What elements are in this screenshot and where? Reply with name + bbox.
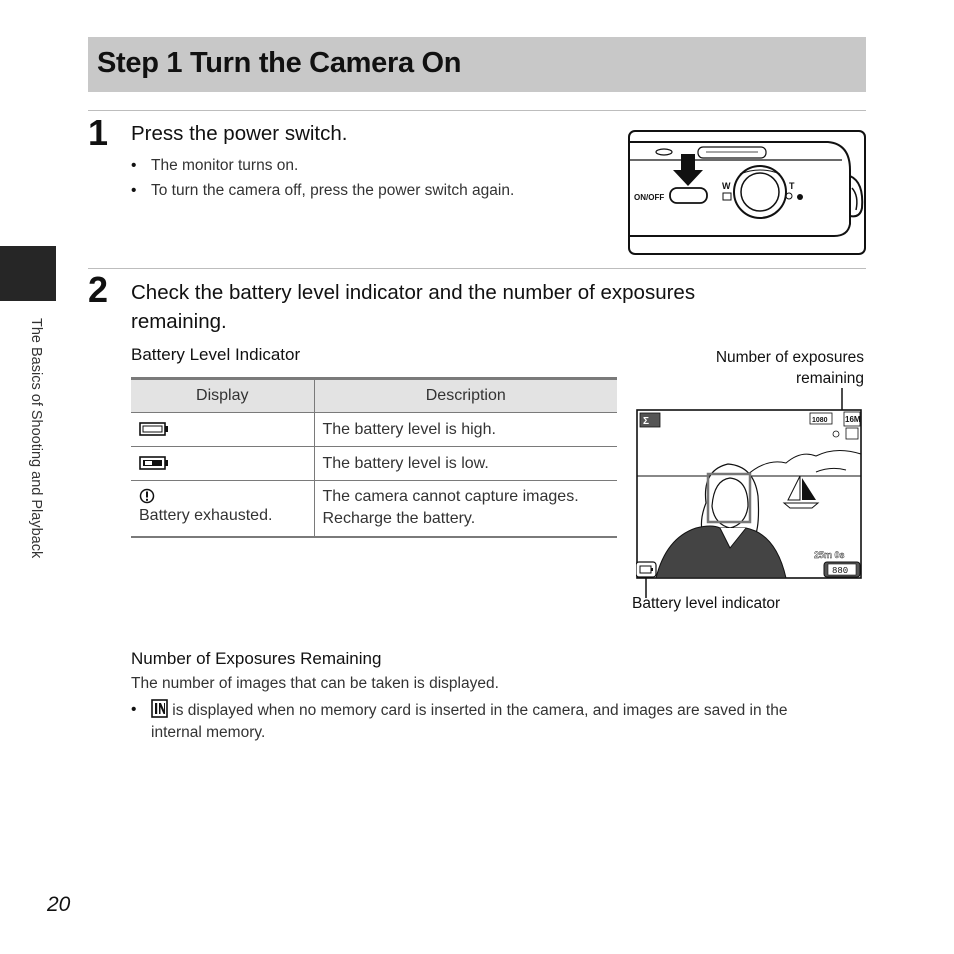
- exposures-label-line2: remaining: [795, 370, 864, 387]
- svg-text:Σ: Σ: [643, 416, 650, 427]
- list-item: [131, 699, 871, 744]
- page-number: 20: [47, 893, 71, 916]
- exposures-bullet-cont: internal memory.: [151, 724, 266, 741]
- list-item: • To turn the camera off, press the power switch again.: [131, 178, 514, 203]
- list-item: • The monitor turns on.: [131, 153, 514, 178]
- table-cell-description: The battery level is high.: [314, 413, 617, 447]
- image-size-label: 16M: [845, 415, 861, 424]
- description-line: The camera cannot capture images.: [322, 488, 579, 506]
- page-title: Step 1 Turn the Camera On: [97, 47, 462, 79]
- divider: [88, 268, 866, 269]
- exclamation-icon: [139, 488, 155, 504]
- table-row: [131, 481, 617, 537]
- description-line: Recharge the battery.: [322, 510, 476, 528]
- title-bar: [88, 37, 866, 92]
- table-row: [131, 447, 617, 481]
- battery-table: [131, 377, 617, 538]
- zoom-w-label: W: [722, 181, 731, 191]
- monitor-illustration: [636, 388, 864, 600]
- exposure-count: 880: [832, 566, 849, 576]
- movie-size-label: 1080: [812, 417, 828, 424]
- table-row: [131, 413, 617, 447]
- step-1-bullets: [131, 153, 514, 203]
- battery-callout-label: Battery level indicator: [632, 595, 781, 612]
- exposures-label-line1: Number of exposures: [715, 349, 864, 366]
- exposures-bullet-text: is displayed when no memory card is inserted in the camera, and images are saved in the: [168, 702, 788, 719]
- step-2-heading-line1: Check the battery level indicator and the number of exposures: [131, 281, 696, 304]
- exposures-section-heading: Number of Exposures Remaining: [131, 649, 382, 668]
- table-cell-display: [131, 481, 314, 537]
- battery-full-icon: [139, 421, 169, 437]
- exposures-callout-label: [688, 347, 864, 389]
- divider: [88, 110, 866, 111]
- table-header-display: Display: [131, 379, 314, 413]
- on-off-label: ON/OFF: [634, 193, 665, 202]
- step-2-heading-line2: remaining.: [131, 310, 227, 333]
- camera-top-illustration: [628, 130, 866, 255]
- table-cell-display: [131, 413, 314, 447]
- table-header-description: Description: [314, 379, 617, 413]
- step-2-number: 2: [88, 269, 109, 310]
- table-cell-display: [131, 447, 314, 481]
- battery-low-icon: [139, 455, 169, 471]
- side-tab-text: The Basics of Shooting and Playback: [28, 318, 44, 559]
- time-remaining-label: 25m 0s: [814, 550, 845, 560]
- side-tab: [0, 246, 56, 301]
- step-1-heading: Press the power switch.: [131, 122, 348, 145]
- internal-memory-icon: [151, 699, 168, 718]
- zoom-t-label: T: [789, 181, 795, 191]
- exposures-section-text: The number of images that can be taken is displayed.: [131, 675, 499, 692]
- step-2-heading: [131, 278, 831, 336]
- battery-section-heading: Battery Level Indicator: [131, 345, 301, 364]
- exposures-bullets: [131, 699, 871, 744]
- table-cell-description: The battery level is low.: [314, 447, 617, 481]
- step-1-number: 1: [88, 112, 109, 153]
- battery-exhausted-label: Battery exhausted.: [139, 507, 273, 524]
- table-cell-description: [314, 481, 617, 537]
